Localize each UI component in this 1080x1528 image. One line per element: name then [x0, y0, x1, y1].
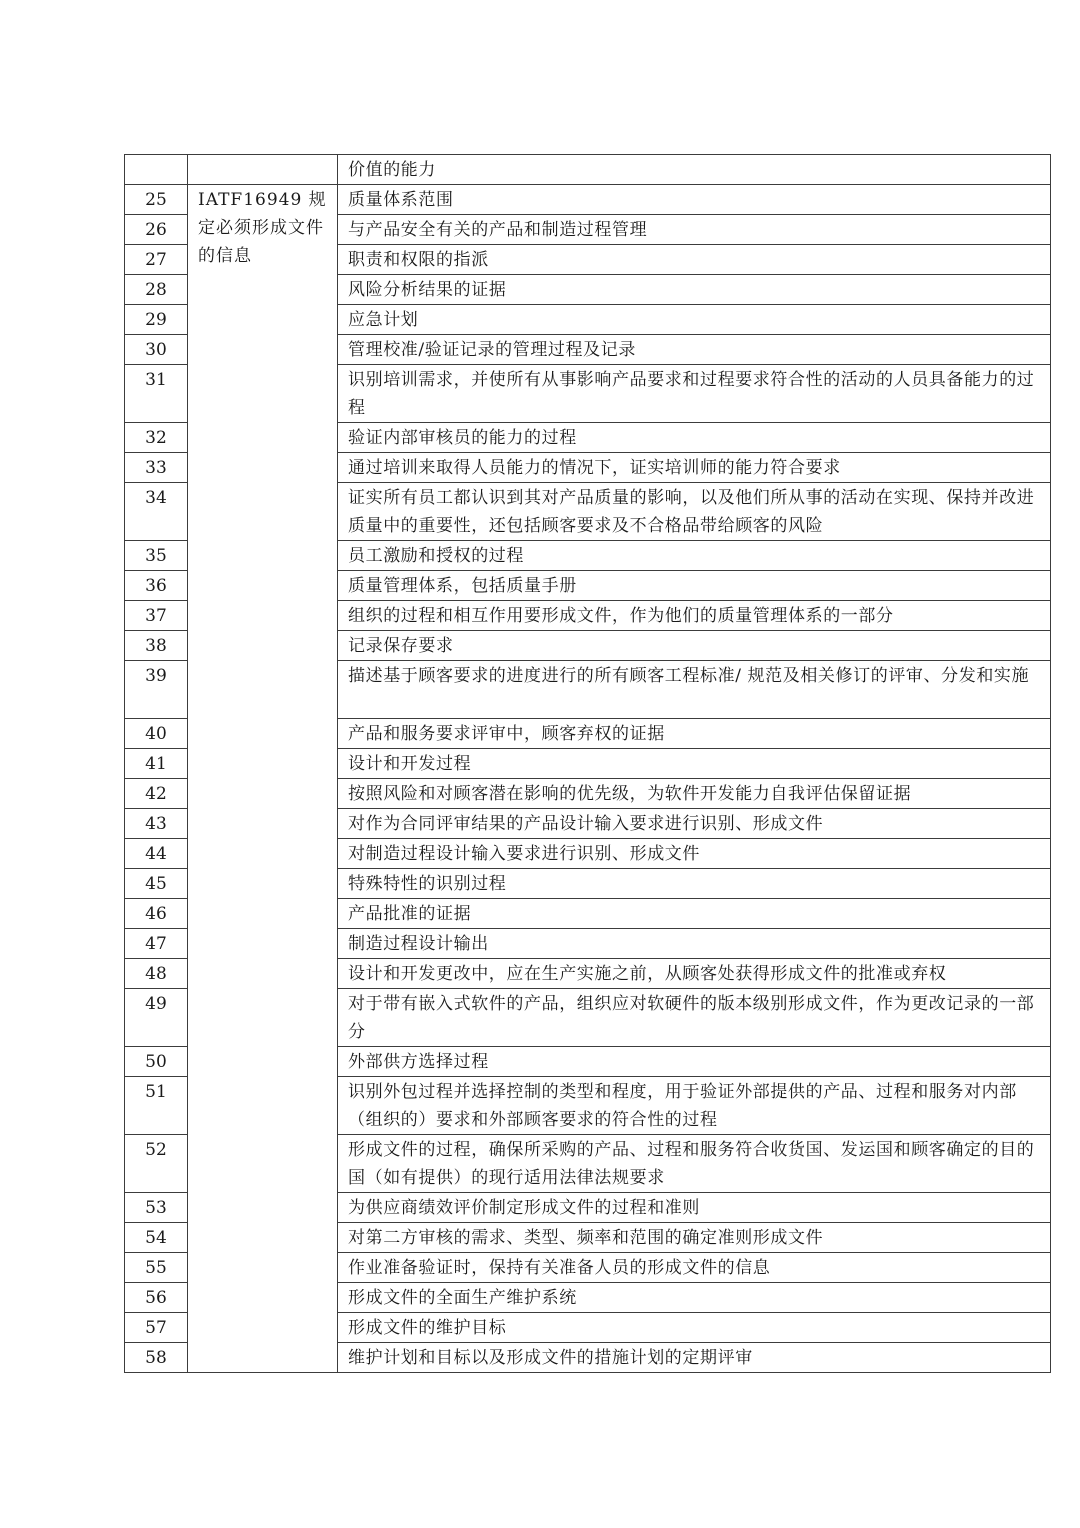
row-description: 通过培训来取得人员能力的情况下，证实培训师的能力符合要求: [338, 453, 1051, 483]
row-number: 39: [125, 661, 188, 719]
row-description: 对制造过程设计输入要求进行识别、形成文件: [338, 839, 1051, 869]
row-description: 对第二方审核的需求、类型、频率和范围的确定准则形成文件: [338, 1223, 1051, 1253]
row-number: 29: [125, 305, 188, 335]
row-number: 25: [125, 185, 188, 215]
row-number: 28: [125, 275, 188, 305]
row-number: 40: [125, 719, 188, 749]
row-description: 质量体系范围: [338, 185, 1051, 215]
row-number: 45: [125, 869, 188, 899]
row-description: 证实所有员工都认识到其对产品质量的影响，以及他们所从事的活动在实现、保持并改进质量中的重要性，还包括顾客要求及不合格品带给顾客的风险: [338, 483, 1051, 541]
row-number: 34: [125, 483, 188, 541]
row-number: 48: [125, 959, 188, 989]
row-description: 产品批准的证据: [338, 899, 1051, 929]
row-description: 识别外包过程并选择控制的类型和程度，用于验证外部提供的产品、过程和服务对内部（组织的）要求和外部顾客要求的符合性的过程: [338, 1077, 1051, 1135]
row-description: 作业准备验证时，保持有关准备人员的形成文件的信息: [338, 1253, 1051, 1283]
row-description: 形成文件的过程，确保所采购的产品、过程和服务符合收货国、发运国和顾客确定的目的国（如有提供）的现行适用法律法规要求: [338, 1135, 1051, 1193]
row-description: 为供应商绩效评价制定形成文件的过程和准则: [338, 1193, 1051, 1223]
table-row: [125, 155, 1051, 185]
row-description: 按照风险和对顾客潜在影响的优先级，为软件开发能力自我评估保留证据: [338, 779, 1051, 809]
row-description: 风险分析结果的证据: [338, 275, 1051, 305]
row-description: 产品和服务要求评审中，顾客弃权的证据: [338, 719, 1051, 749]
row-description: 员工激励和授权的过程: [338, 541, 1051, 571]
row-number: 52: [125, 1135, 188, 1193]
row-number: 33: [125, 453, 188, 483]
row-description: 形成文件的维护目标: [338, 1313, 1051, 1343]
category-cell: IATF16949 规定必须形成文件的信息: [188, 185, 338, 1373]
row-description: 职责和权限的指派: [338, 245, 1051, 275]
row-description: 制造过程设计输出: [338, 929, 1051, 959]
row-number: 35: [125, 541, 188, 571]
row-number: 26: [125, 215, 188, 245]
row-description: 维护计划和目标以及形成文件的措施计划的定期评审: [338, 1343, 1051, 1373]
row-description: 组织的过程和相互作用要形成文件，作为他们的质量管理体系的一部分: [338, 601, 1051, 631]
row-number: 58: [125, 1343, 188, 1373]
row-description: 验证内部审核员的能力的过程: [338, 423, 1051, 453]
row-description: 描述基于顾客要求的进度进行的所有顾客工程标准/ 规范及相关修订的评审、分发和实施: [338, 661, 1051, 719]
row-description: 应急计划: [338, 305, 1051, 335]
row-description: 外部供方选择过程: [338, 1047, 1051, 1077]
row-description: 设计和开发更改中，应在生产实施之前，从顾客处获得形成文件的批准或弃权: [338, 959, 1051, 989]
row-number: 53: [125, 1193, 188, 1223]
category-cell-empty: [188, 155, 338, 185]
row-number: 55: [125, 1253, 188, 1283]
row-description: 特殊特性的识别过程: [338, 869, 1051, 899]
row-number: 47: [125, 929, 188, 959]
row-number: 27: [125, 245, 188, 275]
row-description: 质量管理体系，包括质量手册: [338, 571, 1051, 601]
row-number: 51: [125, 1077, 188, 1135]
row-number: 32: [125, 423, 188, 453]
documented-information-table: [124, 154, 1051, 1373]
row-description: 管理校准/验证记录的管理过程及记录: [338, 335, 1051, 365]
row-number: 57: [125, 1313, 188, 1343]
row-number: 56: [125, 1283, 188, 1313]
row-number: 49: [125, 989, 188, 1047]
row-description: 设计和开发过程: [338, 749, 1051, 779]
row-number: 38: [125, 631, 188, 661]
row-number: 42: [125, 779, 188, 809]
table-row: [125, 185, 1051, 215]
row-number: 36: [125, 571, 188, 601]
row-description: 与产品安全有关的产品和制造过程管理: [338, 215, 1051, 245]
row-description: 记录保存要求: [338, 631, 1051, 661]
row-description: 对于带有嵌入式软件的产品，组织应对软硬件的版本级别形成文件，作为更改记录的一部分: [338, 989, 1051, 1047]
row-number: 44: [125, 839, 188, 869]
row-number: 46: [125, 899, 188, 929]
row-number-cell: [125, 155, 188, 185]
row-number: 43: [125, 809, 188, 839]
row-description: 价值的能力: [338, 155, 1051, 185]
row-number: 41: [125, 749, 188, 779]
row-description: 识别培训需求，并使所有从事影响产品要求和过程要求符合性的活动的人员具备能力的过程: [338, 365, 1051, 423]
row-number: 37: [125, 601, 188, 631]
row-description: 对作为合同评审结果的产品设计输入要求进行识别、形成文件: [338, 809, 1051, 839]
row-description: 形成文件的全面生产维护系统: [338, 1283, 1051, 1313]
row-number: 50: [125, 1047, 188, 1077]
row-number: 54: [125, 1223, 188, 1253]
row-number: 30: [125, 335, 188, 365]
row-number: 31: [125, 365, 188, 423]
